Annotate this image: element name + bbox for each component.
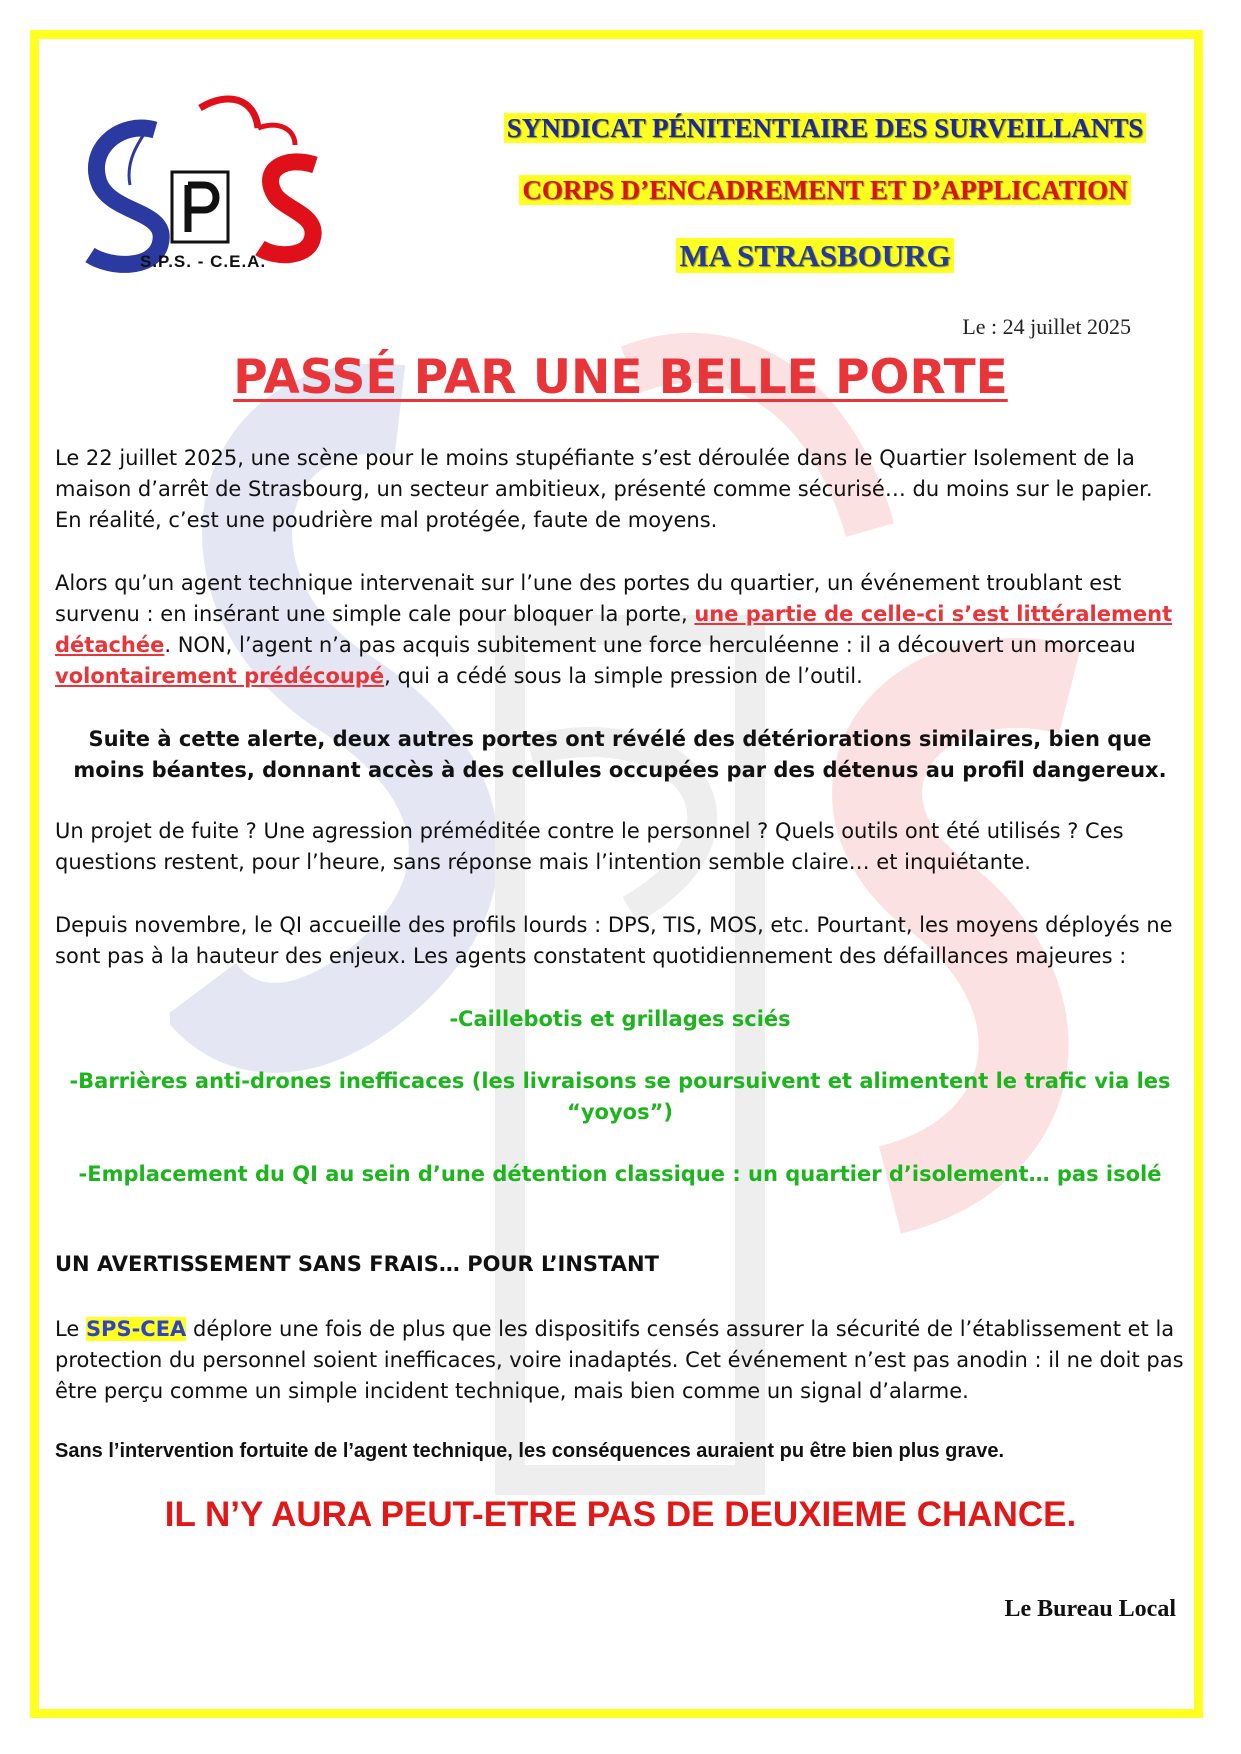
paragraph-2: Alors qu’un agent technique intervenait sur l’une des portes du quartier, un événement troublant est survenu : en insérant une simple cale pour bloquer la porte, une partie de celle-ci s’est littéralement détachée. NON, l’agent n’a pas acquis subitement une force herculéenne : il a découvert un morceau volontairement prédécoupé, qui a cédé sous la simple pression de l’outil.: [55, 571, 1173, 688]
list-item: -Barrières anti-drones inefficaces (les livraisons se poursuivent et alimentent le trafic via les “yoyos”): [69, 1069, 1171, 1124]
section-heading: UN AVERTISSEMENT SANS FRAIS… POUR L’INSTANT: [55, 1252, 659, 1276]
union-site: MA STRASBOURG: [480, 238, 1150, 274]
paragraph-4: Un projet de fuite ? Une agression préméditée contre le personnel ? Quels outils ont été utilisés ? Ces questions restent, pour l’heure, sans réponse mais l’intention semble claire… et inquiétante.: [55, 819, 1124, 874]
paragraph-3-bold: Suite à cette alerte, deux autres portes ont révélé des détériorations similaires, bien que moins béantes, donnant accès à des cellules occupées par des détenus au profil dangereux.: [73, 727, 1167, 782]
union-name: SYNDICAT PÉNITENTIAIRE DES SURVEILLANTS: [480, 113, 1170, 144]
union-corps: CORPS D’ENCADREMENT ET D’APPLICATION: [480, 175, 1170, 206]
paragraph-1: Le 22 juillet 2025, une scène pour le moins stupéfiante s’est déroulée dans le Quartier Isolement de la maison d’arrêt de Strasbourg, un secteur ambitieux, présenté comme sécurisé… du moins sur le papier. En réalité, c’est une poudrière mal protégée, faute de moyens.: [55, 446, 1153, 532]
document-date: Le : 24 juillet 2025: [962, 314, 1131, 339]
paragraph-6: Le SPS-CEA déplore une fois de plus que les dispositifs censés assurer la sécurité de l’établissement et la protection du personnel soient inefficaces, voire inadaptés. Cet événement n’est pas anodin : il ne doit pas être perçu comme un simple incident technique, mais bien comme un signal d’alarme.: [55, 1317, 1184, 1403]
list-item: -Emplacement du QI au sein d’une détention classique : un quartier d’isolement… pas isolé: [78, 1162, 1162, 1186]
highlight-precut: volontairement prédécoupé: [55, 664, 385, 688]
signature: Le Bureau Local: [1004, 1596, 1176, 1622]
paragraph-7-bold: Sans l’intervention fortuite de l’agent technique, les conséquences auraient pu être bien plus grave.: [55, 1440, 1005, 1462]
warning-banner: IL N’Y AURA PEUT-ETRE PAS DE DEUXIEME CHANCE.: [164, 1495, 1077, 1534]
document-title: PASSÉ PAR UNE BELLE PORTE: [233, 350, 1008, 405]
logo-caption: S.P.S. - C.E.A.: [140, 252, 267, 271]
paragraph-5: Depuis novembre, le QI accueille des profils lourds : DPS, TIS, MOS, etc. Pourtant, les moyens déployés ne sont pas à la hauteur des enjeux. Les agents constatent quotidiennement des défaillances majeures :: [55, 913, 1173, 968]
list-item: -Caillebotis et grillages sciés: [449, 1007, 791, 1031]
highlight-detached: une partie de celle-ci s’est littéralement détachée: [55, 602, 1173, 657]
union-acronym: SPS-CEA: [85, 1317, 187, 1341]
